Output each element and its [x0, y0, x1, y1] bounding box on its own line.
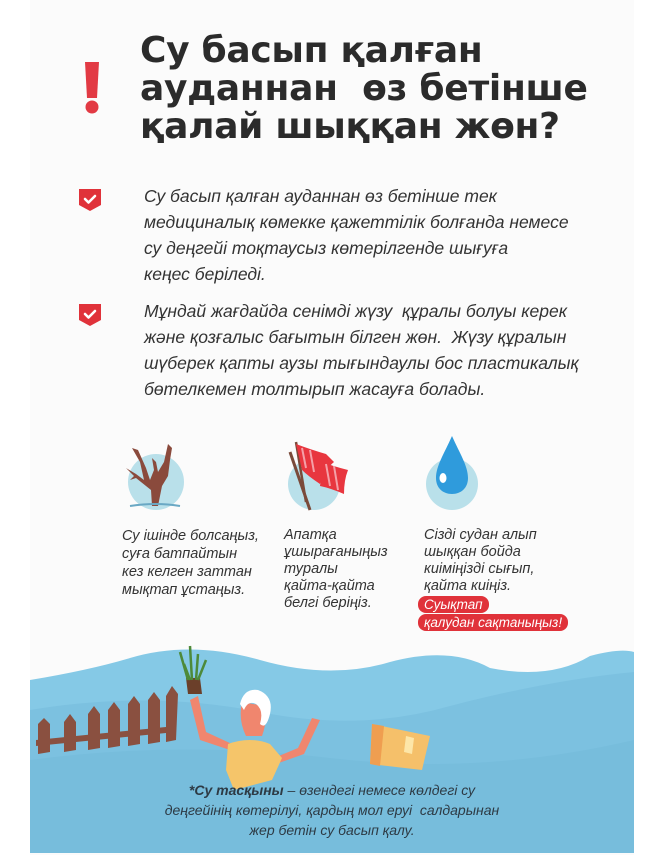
tip-line: туралы: [284, 561, 338, 577]
tip-line: қайта-қайта: [284, 578, 375, 594]
bullet-line: бөтелкемен толтырып жасауға болады.: [144, 379, 486, 399]
water-drop-icon: [420, 432, 484, 512]
tip-line: мықтап ұстаңыз.: [122, 582, 246, 598]
bullet-item: [78, 183, 569, 287]
tip-line: шыққан бойда: [424, 544, 521, 560]
tip-wring-clothes: [424, 527, 537, 595]
warning-badge: [418, 596, 568, 632]
footnote-line: деңгейінің көтерілуі, қардың мол еруі салдарынан: [164, 802, 500, 818]
title-line: Су басып қалған: [140, 30, 483, 71]
tip-line: Сізді судан алып: [424, 527, 537, 543]
bullet-text: [144, 183, 569, 287]
tip-hold-object: [122, 527, 259, 599]
footnote: [30, 780, 634, 840]
page-title: [140, 32, 588, 146]
warning-line: Суықтап: [418, 596, 489, 613]
warning-line: қалудан сақтаныңыз!: [418, 614, 568, 631]
footnote-line: жер бетін су басып қалу.: [249, 822, 415, 838]
tip-line: Су ішінде болсаңыз,: [122, 528, 259, 544]
title-line: ауданнан өз бетінше: [140, 68, 588, 109]
check-shield-icon: [78, 188, 102, 212]
tip-line: қайта киіңіз.: [424, 578, 512, 594]
bullet-line: шүберек қапты аузы тығындаулы бос пластикалық: [144, 353, 579, 373]
bullet-line: Су басып қалған ауданнан өз бетінше тек: [144, 186, 497, 206]
tip-line: Апатқа: [284, 527, 337, 543]
tree-branch-icon: [118, 440, 190, 512]
red-flag-icon: [278, 440, 358, 512]
tip-line: белгі беріңіз.: [284, 595, 372, 611]
tip-line: ұшырағаныңыз: [284, 544, 388, 560]
tip-line: киіміңізді сығып,: [424, 561, 535, 577]
title-line: қалай шыққан жөн?: [140, 106, 560, 147]
bullet-line: су деңгейі тоқтаусыз көтерілгенде шығуға: [144, 238, 509, 258]
footnote-line: [30, 780, 634, 800]
exclamation-icon: [81, 62, 103, 114]
bullet-item: [78, 298, 579, 402]
bullet-text: [144, 298, 579, 402]
tip-line: кез келген заттан: [122, 564, 252, 580]
bullet-line: Мұндай жағдайда сенімді жүзу құралы болуы керек: [144, 301, 567, 321]
footnote-term: *Су тасқыны: [188, 782, 284, 798]
bullet-line: кеңес беріледі.: [144, 264, 266, 284]
check-shield-icon: [78, 303, 102, 327]
tip-signal: [284, 527, 388, 612]
tip-line: суға батпайтын: [122, 546, 238, 562]
bullet-line: және қозғалыс бағытын білген жөн. Жүзу құралын: [144, 327, 567, 347]
bullet-line: медициналық көмекке қажеттілік болғанда немесе: [144, 212, 569, 232]
footnote-definition: – өзендегі немесе көлдегі су: [283, 782, 476, 798]
